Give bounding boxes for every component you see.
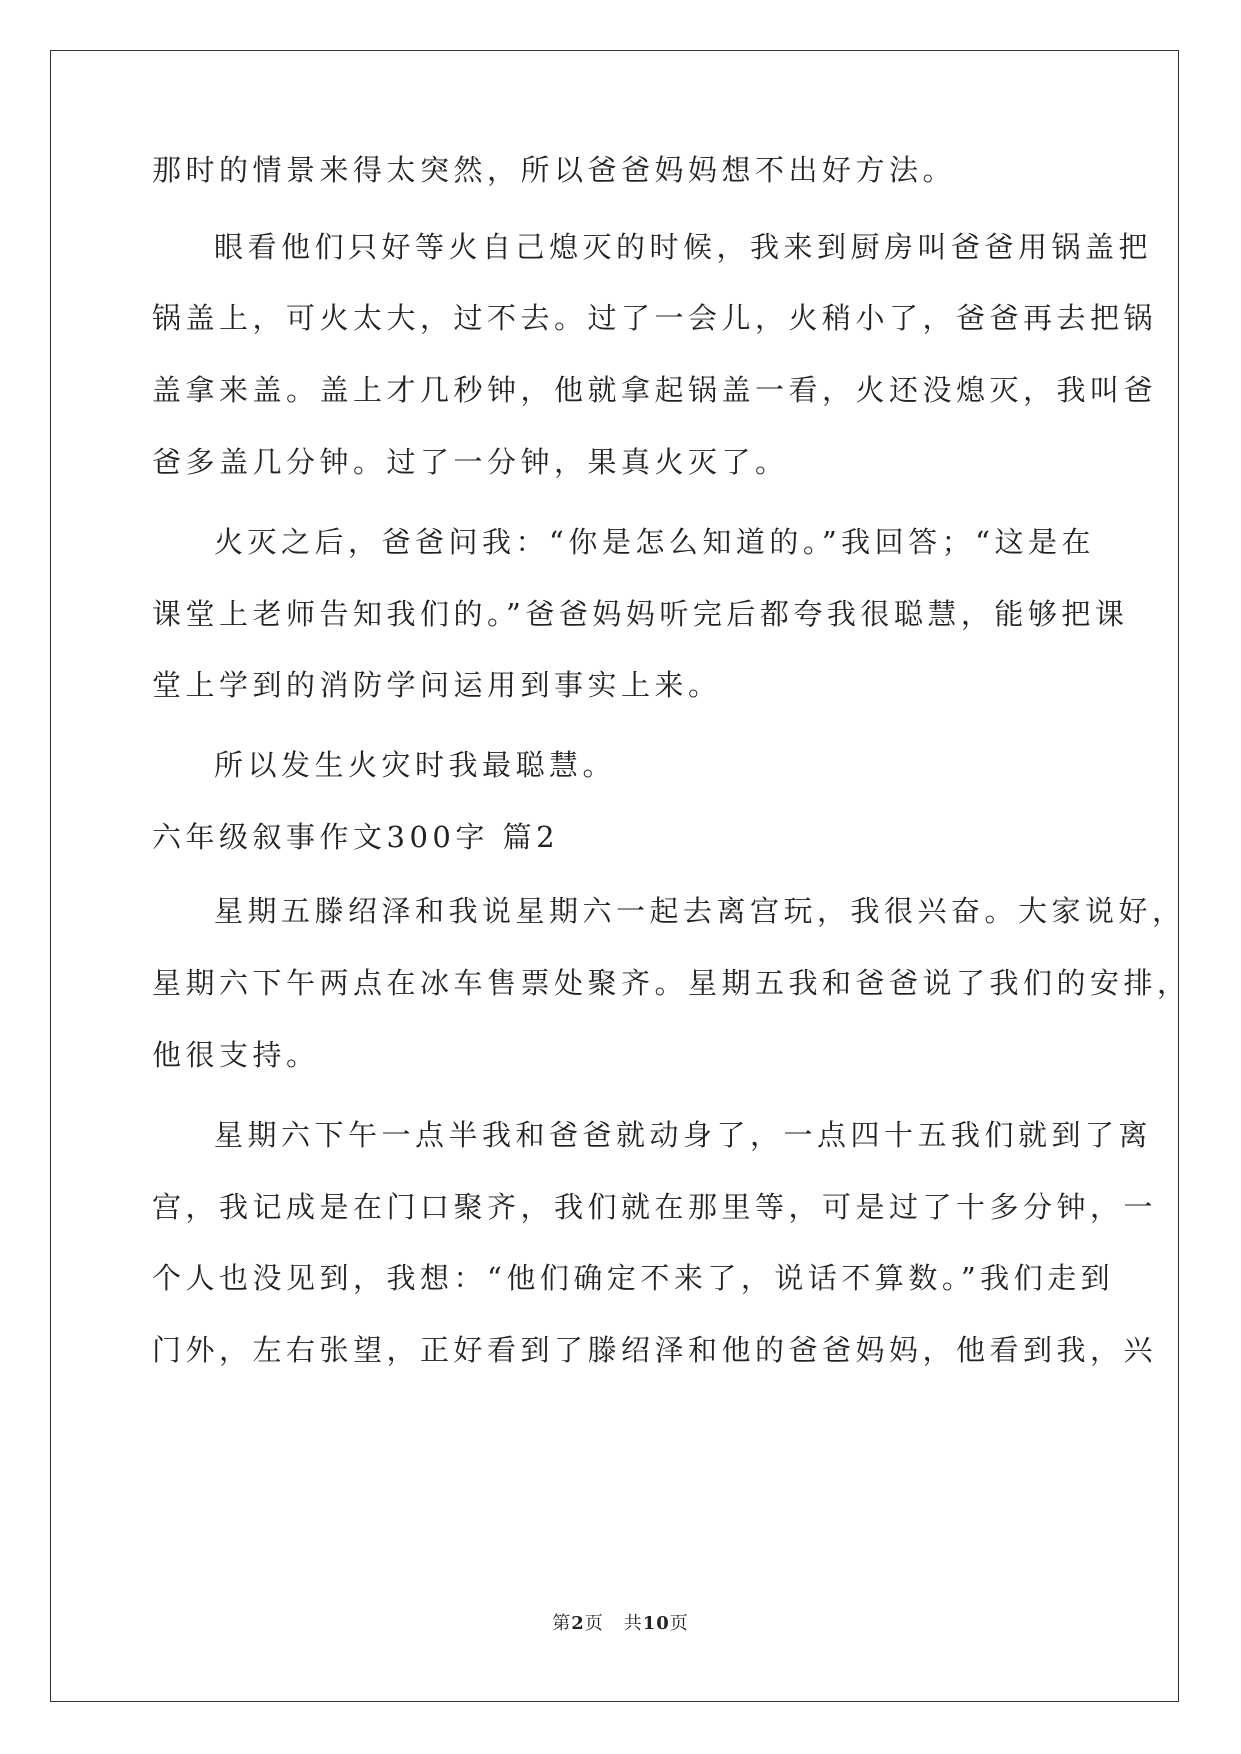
total-prefix: 共 xyxy=(623,1613,643,1634)
text-line: 所以发生火灾时我最聪慧。 xyxy=(214,748,617,782)
text-line: 眼看他们只好等火自己熄灭的时候，我来到厨房叫爸爸用锅盖把 xyxy=(214,230,1153,264)
total-unit: 页 xyxy=(669,1613,689,1634)
section-heading: 六年级叙事作文300字 篇2 xyxy=(152,820,560,854)
text-line: 锅盖上，可火太大，过不去。过了一会儿，火稍小了，爸爸再去把锅 xyxy=(152,301,1158,335)
page-prefix: 第 xyxy=(552,1613,572,1634)
page-number: 2 xyxy=(571,1613,585,1634)
page-unit: 页 xyxy=(584,1613,604,1634)
text-line: 堂上学到的消防学问运用到事实上来。 xyxy=(152,668,722,702)
text-line: 门外，左右张望，正好看到了滕绍泽和他的爸爸妈妈，他看到我，兴 xyxy=(152,1333,1158,1367)
text-line: 盖拿来盖。盖上才几秒钟，他就拿起锅盖一看，火还没熄灭，我叫爸 xyxy=(152,373,1158,407)
text-line: 星期六下午两点在冰车售票处聚齐。星期五我和爸爸说了我们的安排， xyxy=(152,966,1191,1000)
text-line: 宫，我记成是在门口聚齐，我们就在那里等，可是过了十多分钟，一 xyxy=(152,1190,1158,1224)
text-line: 那时的情景来得太突然，所以爸爸妈妈想不出好方法。 xyxy=(152,153,957,187)
page-footer xyxy=(0,1612,1241,1636)
text-line: 他很支持。 xyxy=(152,1038,320,1072)
text-line: 星期六下午一点半我和爸爸就动身了，一点四十五我们就到了离 xyxy=(214,1118,1153,1152)
text-line: 爸多盖几分钟。过了一分钟，果真火灭了。 xyxy=(152,445,789,479)
text-line: 星期五滕绍泽和我说星期六一起去离宫玩，我很兴奋。大家说好， xyxy=(214,894,1186,928)
text-line: 个人也没见到，我想：“他们确定不来了，说话不算数。”我们走到 xyxy=(152,1261,1115,1295)
text-line: 火灭之后，爸爸问我：“你是怎么知道的。”我回答；“这是在 xyxy=(214,525,1095,559)
text-line: 课堂上老师告知我们的。”爸爸妈妈听完后都夸我很聪慧，能够把课 xyxy=(152,597,1129,631)
page-total: 10 xyxy=(642,1613,670,1634)
